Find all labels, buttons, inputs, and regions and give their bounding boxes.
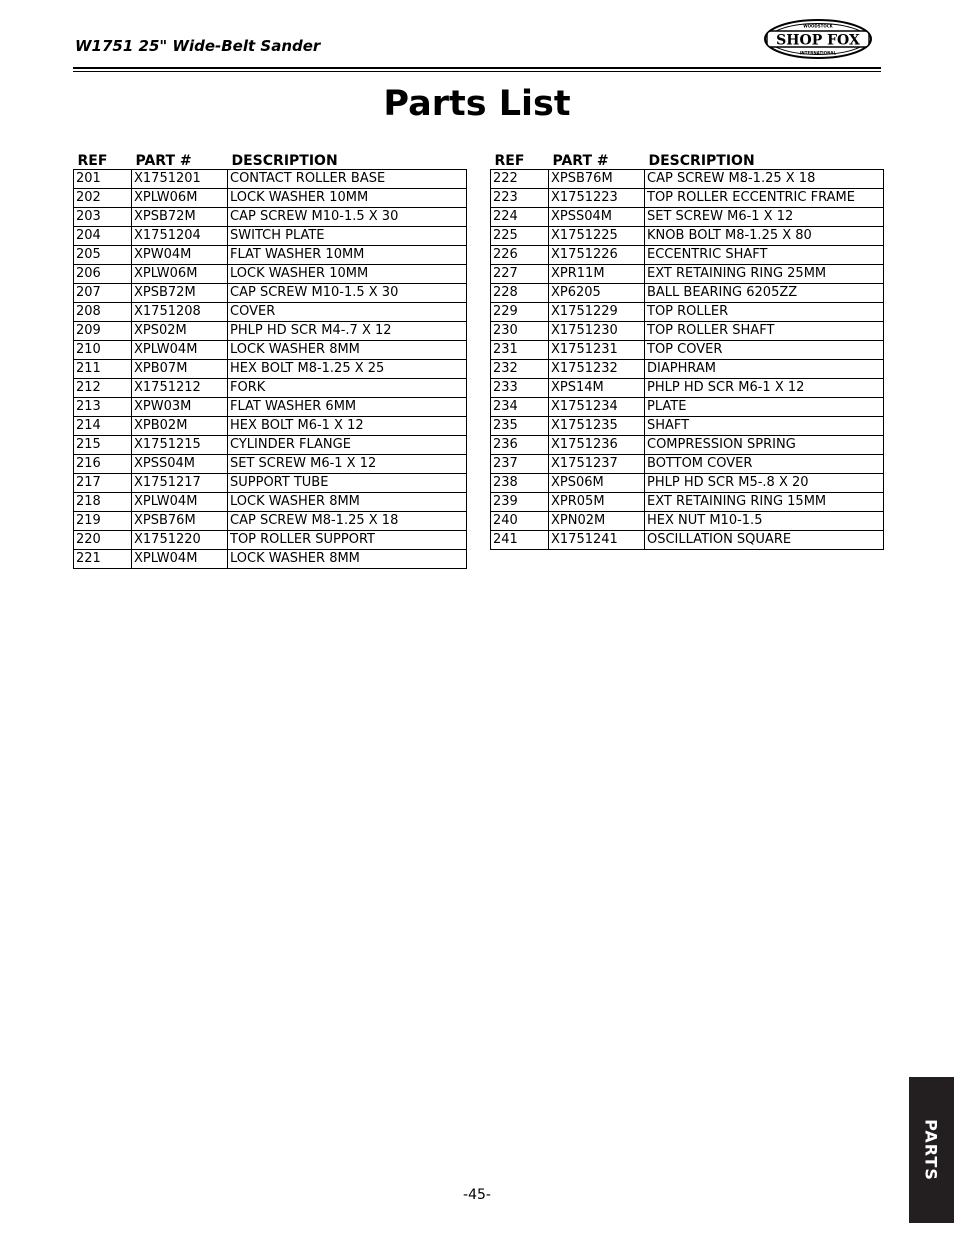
part-ref: 229 bbox=[491, 303, 549, 322]
part-description: HEX BOLT M6-1 X 12 bbox=[228, 417, 467, 436]
part-description: COMPRESSION SPRING bbox=[645, 436, 884, 455]
table-row bbox=[74, 265, 467, 284]
part-number: XPLW04M bbox=[132, 493, 228, 512]
part-ref: 234 bbox=[491, 398, 549, 417]
part-ref: 226 bbox=[491, 246, 549, 265]
part-ref: 201 bbox=[74, 170, 132, 189]
part-number: XPSB72M bbox=[132, 284, 228, 303]
table-row bbox=[491, 303, 884, 322]
part-ref: 240 bbox=[491, 512, 549, 531]
part-description: LOCK WASHER 10MM bbox=[228, 265, 467, 284]
table-row bbox=[491, 398, 884, 417]
table-row bbox=[491, 246, 884, 265]
parts-table-right bbox=[490, 145, 884, 550]
part-ref: 213 bbox=[74, 398, 132, 417]
part-description: SET SCREW M6-1 X 12 bbox=[228, 455, 467, 474]
header-rule-thin bbox=[73, 71, 881, 72]
logo-ring-bottom: INTERNATIONAL bbox=[799, 50, 837, 56]
part-description: SUPPORT TUBE bbox=[228, 474, 467, 493]
part-description: ECCENTRIC SHAFT bbox=[645, 246, 884, 265]
part-description: FLAT WASHER 10MM bbox=[228, 246, 467, 265]
part-number: XPLW06M bbox=[132, 189, 228, 208]
part-ref: 202 bbox=[74, 189, 132, 208]
part-description: LOCK WASHER 10MM bbox=[228, 189, 467, 208]
table-row bbox=[74, 493, 467, 512]
part-ref: 231 bbox=[491, 341, 549, 360]
part-description: HEX BOLT M8-1.25 X 25 bbox=[228, 360, 467, 379]
parts-table-left bbox=[73, 145, 467, 569]
part-ref: 217 bbox=[74, 474, 132, 493]
part-description: TOP COVER bbox=[645, 341, 884, 360]
part-number: X1751234 bbox=[549, 398, 645, 417]
part-description: TOP ROLLER SUPPORT bbox=[228, 531, 467, 550]
part-number: X1751235 bbox=[549, 417, 645, 436]
table-row bbox=[74, 531, 467, 550]
part-number: XPW03M bbox=[132, 398, 228, 417]
column-header-part: PART # bbox=[135, 153, 192, 169]
part-number: XPW04M bbox=[132, 246, 228, 265]
part-ref: 228 bbox=[491, 284, 549, 303]
section-tab-label: PARTS bbox=[921, 1119, 941, 1181]
part-description: CONTACT ROLLER BASE bbox=[228, 170, 467, 189]
shop-fox-logo bbox=[763, 18, 873, 60]
header-rule bbox=[73, 67, 881, 69]
part-description: SHAFT bbox=[645, 417, 884, 436]
part-ref: 215 bbox=[74, 436, 132, 455]
part-number: X1751237 bbox=[549, 455, 645, 474]
part-ref: 235 bbox=[491, 417, 549, 436]
part-description: FLAT WASHER 6MM bbox=[228, 398, 467, 417]
table-row bbox=[74, 398, 467, 417]
part-description: DIAPHRAM bbox=[645, 360, 884, 379]
part-number: X1751212 bbox=[132, 379, 228, 398]
table-row bbox=[491, 474, 884, 493]
column-header-description: DESCRIPTION bbox=[231, 153, 338, 169]
table-row bbox=[491, 341, 884, 360]
table-row bbox=[491, 417, 884, 436]
page-number: -45- bbox=[463, 1187, 491, 1203]
part-number: XPSB76M bbox=[132, 512, 228, 531]
part-ref: 236 bbox=[491, 436, 549, 455]
table-row bbox=[491, 189, 884, 208]
logo-ring-top: WOODSTOCK bbox=[803, 23, 833, 29]
table-row bbox=[74, 436, 467, 455]
part-ref: 219 bbox=[74, 512, 132, 531]
part-number: X1751241 bbox=[549, 531, 645, 550]
part-description: BALL BEARING 6205ZZ bbox=[645, 284, 884, 303]
page-title: Parts List bbox=[383, 84, 571, 124]
part-description: TOP ROLLER ECCENTRIC FRAME bbox=[645, 189, 884, 208]
part-number: X1751232 bbox=[549, 360, 645, 379]
part-description: CAP SCREW M8-1.25 X 18 bbox=[228, 512, 467, 531]
part-description: SWITCH PLATE bbox=[228, 227, 467, 246]
table-row bbox=[491, 284, 884, 303]
part-ref: 224 bbox=[491, 208, 549, 227]
part-description: SET SCREW M6-1 X 12 bbox=[645, 208, 884, 227]
part-ref: 222 bbox=[491, 170, 549, 189]
part-ref: 220 bbox=[74, 531, 132, 550]
part-number: X1751225 bbox=[549, 227, 645, 246]
part-description: EXT RETAINING RING 25MM bbox=[645, 265, 884, 284]
table-row bbox=[74, 341, 467, 360]
part-description: PHLP HD SCR M6-1 X 12 bbox=[645, 379, 884, 398]
table-row bbox=[74, 189, 467, 208]
table-row bbox=[74, 246, 467, 265]
part-number: X1751217 bbox=[132, 474, 228, 493]
part-number: XPS14M bbox=[549, 379, 645, 398]
column-header-ref: REF bbox=[77, 153, 108, 169]
part-ref: 218 bbox=[74, 493, 132, 512]
manual-title: W1751 25" Wide-Belt Sander bbox=[75, 37, 321, 55]
part-ref: 214 bbox=[74, 417, 132, 436]
part-number: X1751215 bbox=[132, 436, 228, 455]
table-header-row bbox=[74, 145, 467, 170]
table-row bbox=[74, 284, 467, 303]
part-ref: 223 bbox=[491, 189, 549, 208]
part-description: COVER bbox=[228, 303, 467, 322]
part-number: XPSB72M bbox=[132, 208, 228, 227]
part-number: X1751220 bbox=[132, 531, 228, 550]
part-number: XPSS04M bbox=[549, 208, 645, 227]
part-description: CAP SCREW M8-1.25 X 18 bbox=[645, 170, 884, 189]
table-row bbox=[491, 322, 884, 341]
part-number: XPB02M bbox=[132, 417, 228, 436]
part-number: XPB07M bbox=[132, 360, 228, 379]
table-row bbox=[74, 417, 467, 436]
table-row bbox=[491, 170, 884, 189]
table-header-row bbox=[491, 145, 884, 170]
part-ref: 232 bbox=[491, 360, 549, 379]
table-row bbox=[491, 227, 884, 246]
table-row bbox=[74, 455, 467, 474]
part-ref: 225 bbox=[491, 227, 549, 246]
part-ref: 207 bbox=[74, 284, 132, 303]
table-row bbox=[491, 436, 884, 455]
part-number: X1751231 bbox=[549, 341, 645, 360]
table-row bbox=[491, 531, 884, 550]
table-row bbox=[74, 322, 467, 341]
part-ref: 208 bbox=[74, 303, 132, 322]
logo-wordmark: SHOP FOX bbox=[776, 32, 860, 49]
part-number: XPR05M bbox=[549, 493, 645, 512]
part-number: X1751223 bbox=[549, 189, 645, 208]
part-number: X1751208 bbox=[132, 303, 228, 322]
table-row bbox=[74, 227, 467, 246]
part-ref: 210 bbox=[74, 341, 132, 360]
part-number: X1751226 bbox=[549, 246, 645, 265]
part-number: XPLW04M bbox=[132, 341, 228, 360]
part-ref: 211 bbox=[74, 360, 132, 379]
part-description: TOP ROLLER bbox=[645, 303, 884, 322]
part-description: KNOB BOLT M8-1.25 X 80 bbox=[645, 227, 884, 246]
table-row bbox=[491, 493, 884, 512]
part-ref: 221 bbox=[74, 550, 132, 569]
table-row bbox=[491, 512, 884, 531]
part-ref: 237 bbox=[491, 455, 549, 474]
part-description: LOCK WASHER 8MM bbox=[228, 493, 467, 512]
part-description: PLATE bbox=[645, 398, 884, 417]
part-number: X1751204 bbox=[132, 227, 228, 246]
part-description: CYLINDER FLANGE bbox=[228, 436, 467, 455]
column-header-description: DESCRIPTION bbox=[648, 153, 755, 169]
part-number: XPS02M bbox=[132, 322, 228, 341]
table-row bbox=[74, 208, 467, 227]
part-description: LOCK WASHER 8MM bbox=[228, 341, 467, 360]
part-description: EXT RETAINING RING 15MM bbox=[645, 493, 884, 512]
table-row bbox=[74, 550, 467, 569]
part-ref: 216 bbox=[74, 455, 132, 474]
part-number: X1751201 bbox=[132, 170, 228, 189]
part-description: LOCK WASHER 8MM bbox=[228, 550, 467, 569]
table-row bbox=[74, 474, 467, 493]
part-number: X1751236 bbox=[549, 436, 645, 455]
part-ref: 205 bbox=[74, 246, 132, 265]
table-row bbox=[74, 512, 467, 531]
part-ref: 203 bbox=[74, 208, 132, 227]
part-ref: 238 bbox=[491, 474, 549, 493]
part-number: XP6205 bbox=[549, 284, 645, 303]
table-row bbox=[491, 360, 884, 379]
part-ref: 239 bbox=[491, 493, 549, 512]
table-row bbox=[74, 360, 467, 379]
part-number: XPLW06M bbox=[132, 265, 228, 284]
part-ref: 204 bbox=[74, 227, 132, 246]
part-number: XPR11M bbox=[549, 265, 645, 284]
part-ref: 241 bbox=[491, 531, 549, 550]
part-ref: 227 bbox=[491, 265, 549, 284]
table-row bbox=[491, 379, 884, 398]
part-description: CAP SCREW M10-1.5 X 30 bbox=[228, 284, 467, 303]
part-description: CAP SCREW M10-1.5 X 30 bbox=[228, 208, 467, 227]
part-number: X1751230 bbox=[549, 322, 645, 341]
part-description: BOTTOM COVER bbox=[645, 455, 884, 474]
part-ref: 206 bbox=[74, 265, 132, 284]
part-number: XPSS04M bbox=[132, 455, 228, 474]
part-description: PHLP HD SCR M4-.7 X 12 bbox=[228, 322, 467, 341]
part-description: TOP ROLLER SHAFT bbox=[645, 322, 884, 341]
part-ref: 233 bbox=[491, 379, 549, 398]
column-header-ref: REF bbox=[494, 153, 525, 169]
part-number: X1751229 bbox=[549, 303, 645, 322]
part-description: FORK bbox=[228, 379, 467, 398]
table-row bbox=[74, 379, 467, 398]
part-ref: 230 bbox=[491, 322, 549, 341]
part-number: XPS06M bbox=[549, 474, 645, 493]
table-row bbox=[491, 455, 884, 474]
part-number: XPN02M bbox=[549, 512, 645, 531]
part-number: XPSB76M bbox=[549, 170, 645, 189]
part-description: HEX NUT M10-1.5 bbox=[645, 512, 884, 531]
table-row bbox=[491, 208, 884, 227]
part-description: PHLP HD SCR M5-.8 X 20 bbox=[645, 474, 884, 493]
part-ref: 212 bbox=[74, 379, 132, 398]
part-ref: 209 bbox=[74, 322, 132, 341]
part-number: XPLW04M bbox=[132, 550, 228, 569]
table-row bbox=[74, 170, 467, 189]
part-description: OSCILLATION SQUARE bbox=[645, 531, 884, 550]
column-header-part: PART # bbox=[552, 153, 609, 169]
table-row bbox=[74, 303, 467, 322]
table-row bbox=[491, 265, 884, 284]
